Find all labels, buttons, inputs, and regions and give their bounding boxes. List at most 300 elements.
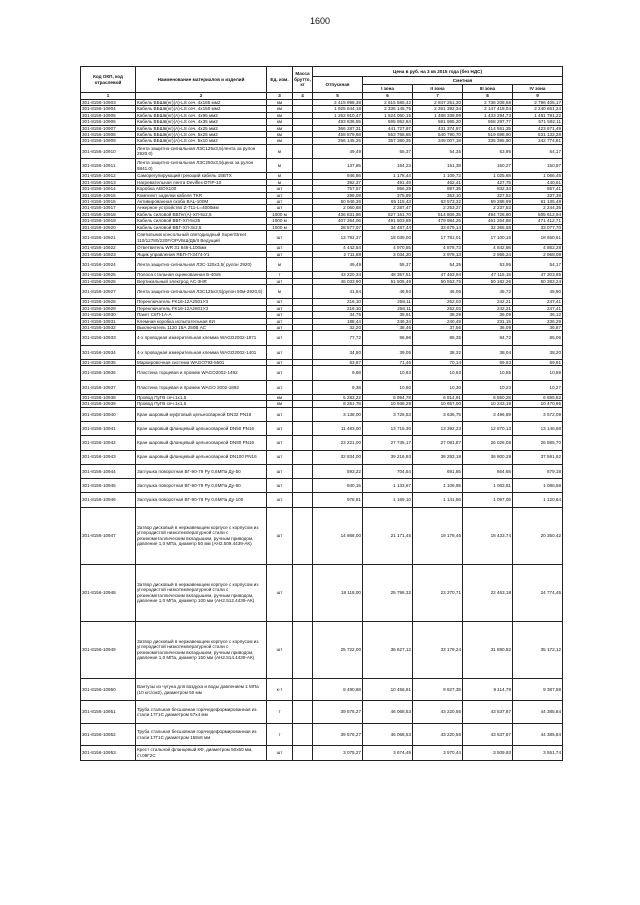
row-unit: шт <box>267 436 293 450</box>
row-unit: шт <box>267 621 293 678</box>
row-price-zone-4: 10 470,95 <box>513 401 563 407</box>
row-price-zone-3: 69,63 <box>463 360 513 366</box>
row-mass <box>293 507 313 564</box>
row-unit: шт <box>267 318 293 324</box>
table-row <box>81 493 563 507</box>
row-code: 301-8156-10921 <box>81 231 136 245</box>
row-code: 301-8156-10934 <box>81 345 136 359</box>
row-price-zone-1: 3 674,49 <box>363 746 413 760</box>
row-name: Труба стальная бесшовная горячедеформированная из стали 17Г1С диаметром 57х4 мм <box>136 701 267 723</box>
row-price-zone-4: 10,27 <box>513 380 563 394</box>
row-name: Кабель ВБШв(нг)(A)-LS сеч. 4х185 мм2 <box>136 100 267 106</box>
row-price-zone-4: 571 592,11 <box>513 119 563 125</box>
row-price-zone-4: 4 862,28 <box>513 245 563 251</box>
row-price-zone-1: 39,05 <box>363 345 413 359</box>
row-unit: т <box>267 723 293 745</box>
row-price-zone-4: 24 774,45 <box>513 564 563 621</box>
row-price-release: 13 792,37 <box>313 231 363 245</box>
table-row <box>81 746 563 760</box>
row-code: 301-8156-10938 <box>81 394 136 400</box>
row-code: 301-8156-10936 <box>81 366 136 380</box>
row-name: Ответвитель WR 31 846-L100мм <box>136 245 267 251</box>
row-mass <box>293 450 313 464</box>
row-price-zone-4: 679,18 <box>513 464 563 478</box>
row-price-zone-1: 246,34 <box>363 318 413 324</box>
row-price-zone-3: 2 956,24 <box>463 251 513 257</box>
row-price-zone-3: 18 433,74 <box>463 507 513 564</box>
row-price-release: 216,10 <box>313 305 363 311</box>
row-name: Крест стальной фланцевый КФ, диаметром 50х50 мм, ст.09Г2С <box>136 746 267 760</box>
row-unit: шт <box>267 380 293 394</box>
row-price-zone-4: 69,91 <box>513 360 563 366</box>
row-unit: шт <box>267 345 293 359</box>
row-unit: шт <box>267 251 293 257</box>
row-unit: км <box>267 100 293 106</box>
row-price-zone-4: 47 303,85 <box>513 272 563 278</box>
row-price-zone-4: 337,38 <box>513 192 563 198</box>
row-price-zone-1: 491,49 <box>363 179 413 185</box>
row-price-zone-2: 1 141,56 <box>413 493 463 507</box>
row-price-zone-1: 21 171,45 <box>363 507 413 564</box>
row-name: Выключатель 1120 15А 250В АС <box>136 325 267 331</box>
row-price-zone-2: 3 636,75 <box>413 407 463 421</box>
row-code: 301-8156-10925 <box>81 272 136 278</box>
row-price-zone-4: 1 086,68 <box>513 479 563 493</box>
row-code: 301-8156-10918 <box>81 211 136 217</box>
row-price-zone-2: 38,29 <box>413 312 463 318</box>
row-price-zone-2: 27 081,87 <box>413 436 463 450</box>
row-price-zone-1: 527 161,70 <box>363 211 413 217</box>
row-price-zone-4: 423 671,49 <box>513 125 563 131</box>
row-code: 301-8156-10946 <box>81 493 136 507</box>
row-unit: км <box>267 394 293 400</box>
row-price-zone-4: 33 077,70 <box>513 224 563 230</box>
row-mass <box>293 407 313 421</box>
table-row <box>81 159 563 173</box>
row-price-zone-4: 45,90 <box>513 285 563 299</box>
row-price-release: 63,87 <box>313 360 363 366</box>
row-price-zone-3: 1 433 294,73 <box>463 112 513 118</box>
row-price-zone-2: 2 847 251,30 <box>413 100 463 106</box>
row-code: 301-8156-10951 <box>81 701 136 723</box>
row-price-zone-2: 240,49 <box>413 318 463 324</box>
row-unit: м <box>267 159 293 173</box>
row-price-zone-1: 25 796,32 <box>363 564 413 621</box>
row-name: Заглушка поворотная ВГ-90-79 Ру 0,6МПа Ду-80 <box>136 479 267 493</box>
row-price-zone-3: 519 698,90 <box>463 132 513 138</box>
row-name: Пластина торцевая и промеж WAGO2002-1492 <box>136 366 267 380</box>
row-price-zone-4: 1 461 781,22 <box>513 112 563 118</box>
row-unit: м <box>267 258 293 272</box>
row-code: 301-8156-10919 <box>81 218 136 224</box>
row-name: Провод ПуГВ сеч.1х1,5 <box>136 394 267 400</box>
row-code: 301-8156-10923 <box>81 251 136 257</box>
row-price-zone-3: 84,72 <box>463 331 513 345</box>
row-name: Клемная коробка испытательная КИ <box>136 318 267 324</box>
row-name: Переключатель FK16-12A2801У3 <box>136 305 267 311</box>
row-mass <box>293 479 313 493</box>
row-price-zone-3: 32 365,68 <box>463 224 513 230</box>
row-unit: 1000 м <box>267 224 293 230</box>
row-price-zone-4: 38,20 <box>513 345 563 359</box>
row-name: Кабель ВБШв(нг)(A)-LS сеч. 4х150 мм2 <box>136 106 267 112</box>
row-price-zone-2: 10,63 <box>413 366 463 380</box>
row-price-release: 34,80 <box>313 345 363 359</box>
row-name: Кран шаровый фланцевый цельносварной DN100 PN16 <box>136 450 267 464</box>
row-code: 301-8156-10935 <box>81 360 136 366</box>
row-price-zone-2: 38 293,18 <box>413 450 463 464</box>
row-mass <box>293 422 313 436</box>
row-price-zone-2: 47 463,94 <box>413 272 463 278</box>
row-code: 301-8156-10907 <box>81 125 136 131</box>
row-code: 301-8156-10943 <box>81 450 136 464</box>
row-unit: км <box>267 401 293 407</box>
row-price-zone-1: 154,23 <box>363 159 413 173</box>
row-price-zone-1: 10,50 <box>363 380 413 394</box>
table-row <box>81 723 563 745</box>
row-price-zone-2: 1 106,95 <box>413 479 463 493</box>
row-price-zone-1: 491 503,69 <box>363 218 413 224</box>
row-price-zone-3: 36,09 <box>463 325 513 331</box>
row-name: 4-х проводная измерительная клемма WAGO2002-1401 <box>136 345 267 359</box>
row-price-zone-2: 10 657,00 <box>413 401 463 407</box>
row-code: 301-8156-10944 <box>81 464 136 478</box>
row-mass <box>293 436 313 450</box>
row-price-zone-3: 43 537,87 <box>463 701 513 723</box>
row-price-release: 137,85 <box>313 159 363 173</box>
row-price-zone-4: 20 350,42 <box>513 507 563 564</box>
row-price-zone-1: 441 727,97 <box>363 125 413 131</box>
table-row <box>81 621 563 678</box>
row-price-zone-2: 63 573,32 <box>413 199 463 205</box>
row-price-zone-4: 3 572,09 <box>513 407 563 421</box>
row-mass <box>293 746 313 760</box>
row-price-zone-3: 4 842,98 <box>463 245 513 251</box>
row-unit: шт <box>267 205 293 211</box>
table-row <box>81 345 563 359</box>
table-body <box>81 100 563 761</box>
row-price-zone-3: 22 463,18 <box>463 564 513 621</box>
row-price-zone-4: 85,06 <box>513 331 563 345</box>
table-row <box>81 380 563 394</box>
row-code: 301-8156-10947 <box>81 507 136 564</box>
row-price-release: 46 033,90 <box>313 278 363 284</box>
row-price-release: 8 490,68 <box>313 678 363 700</box>
row-price-zone-1: 55,37 <box>363 258 413 272</box>
table-row <box>81 479 563 493</box>
row-price-zone-4: 10,59 <box>513 366 563 380</box>
row-price-zone-1: 39 216,93 <box>363 450 413 464</box>
row-price-zone-1: 46 068,53 <box>363 723 413 745</box>
row-price-zone-1: 27 735,17 <box>363 436 413 450</box>
row-unit: м <box>267 173 293 179</box>
row-price-zone-3: 2 237,53 <box>463 205 513 211</box>
row-price-zone-4: 2 240 651,24 <box>513 106 563 112</box>
row-price-zone-3: 150,27 <box>463 159 513 173</box>
row-price-zone-4: 18 650,61 <box>513 231 563 245</box>
row-price-release: 392,37 <box>313 179 363 185</box>
row-price-zone-1: 71,46 <box>363 360 413 366</box>
row-name: Кабель силовой ВВГ-ХЛ-5х25 <box>136 218 267 224</box>
row-code: 301-8156-10912 <box>81 173 136 179</box>
table-row <box>81 436 563 450</box>
col-index: 1 <box>81 93 136 100</box>
row-price-zone-1: 2 615 585,42 <box>363 100 413 106</box>
row-price-zone-2: 1 488 339,99 <box>413 112 463 118</box>
row-price-release: 39 576,27 <box>313 701 363 723</box>
row-mass <box>293 493 313 507</box>
row-price-release: 25 722,00 <box>313 621 363 678</box>
row-name: 4-х проводная измерительная клемма WAGO2002-1871 <box>136 331 267 345</box>
price-table <box>80 66 563 761</box>
row-price-zone-2: 13 392,23 <box>413 422 463 436</box>
row-price-zone-3: 558 287,77 <box>463 119 513 125</box>
row-price-zone-4: 9 387,58 <box>513 678 563 700</box>
row-name: Кабель ВБШв(нг)(A)-LS сеч. 5х10 мм2 <box>136 138 267 144</box>
row-price-release: 3 138,00 <box>313 407 363 421</box>
row-price-zone-4: 36,87 <box>513 325 563 331</box>
row-price-zone-4: 44 385,84 <box>513 723 563 745</box>
row-price-zone-3: 31 890,82 <box>463 621 513 678</box>
row-unit: м <box>267 144 293 158</box>
row-price-zone-1: 1 169,10 <box>363 493 413 507</box>
row-unit: шт <box>267 507 293 564</box>
row-price-zone-2: 2 261 392,34 <box>413 106 463 112</box>
row-name: Вантузы из чугуна для воздуха и воды давлением 1 МПа (10 кгс/см2), диаметром 50 мм <box>136 678 267 700</box>
row-price-zone-3: 38,04 <box>463 345 513 359</box>
row-price-zone-1: 2 287,47 <box>363 205 413 211</box>
row-mass <box>293 564 313 621</box>
row-unit: шт <box>267 312 293 318</box>
row-price-zone-4: 50 383,24 <box>513 278 563 284</box>
row-unit: т <box>267 272 293 278</box>
row-price-zone-4: 857,41 <box>513 186 563 192</box>
row-price-zone-2: 33 179,24 <box>413 621 463 678</box>
row-price-zone-1: 10,83 <box>363 366 413 380</box>
row-price-release: 32,20 <box>313 325 363 331</box>
table-row <box>81 144 563 158</box>
row-price-zone-3: 50 182,26 <box>463 278 513 284</box>
row-price-zone-3: 36,09 <box>463 312 513 318</box>
table-row <box>81 422 563 436</box>
row-price-zone-2: 4 878,73 <box>413 245 463 251</box>
row-unit: км <box>267 119 293 125</box>
row-price-zone-1: 1 178,44 <box>363 173 413 179</box>
header-zone-4: IV зона <box>513 85 563 93</box>
row-price-zone-3: 3 509,93 <box>463 746 513 760</box>
row-price-release: 4 442,54 <box>313 245 363 251</box>
row-price-zone-2: 43 220,56 <box>413 701 463 723</box>
row-code: 301-8156-10950 <box>81 678 136 700</box>
row-price-zone-2: 19 178,46 <box>413 507 463 564</box>
row-price-zone-1: 4 970,55 <box>363 245 413 251</box>
row-price-zone-4: 3 551,74 <box>513 746 563 760</box>
row-price-release: 49,49 <box>313 258 363 272</box>
row-unit: к-т <box>267 678 293 700</box>
row-code: 301-8156-10937 <box>81 380 136 394</box>
row-name: Пакет С8П-1А-А <box>136 312 267 318</box>
row-price-release: 28 577,07 <box>313 224 363 230</box>
row-price-zone-3: 53,95 <box>463 258 513 272</box>
row-price-zone-4: 2 244,35 <box>513 205 563 211</box>
row-price-zone-4: 150,87 <box>513 159 563 173</box>
row-price-zone-3: 231,15 <box>463 318 513 324</box>
row-price-zone-3: 664,68 <box>463 464 513 478</box>
row-price-zone-3: 6 550,28 <box>463 394 513 400</box>
row-name: Анкерное устройство Z-711-L=4000мм <box>136 205 267 211</box>
row-code: 301-8156-10922 <box>81 245 136 251</box>
row-price-zone-1: 375,89 <box>363 192 413 198</box>
row-price-zone-1: 48 357,51 <box>363 272 413 278</box>
row-code: 301-8156-10940 <box>81 407 136 421</box>
row-unit: шт <box>267 305 293 311</box>
row-code: 301-8156-10945 <box>81 479 136 493</box>
row-mass <box>293 231 313 245</box>
row-price-zone-3: 53,95 <box>463 144 513 158</box>
row-price-release: 407 264,06 <box>313 218 363 224</box>
header-code: Код ОКП, код отраслевой <box>81 67 136 93</box>
table-row <box>81 331 563 345</box>
row-name: Кабель ВБШв(нг)(A)-LS сеч. 4х35 мм2 <box>136 119 267 125</box>
row-price-zone-1: 38,46 <box>363 325 413 331</box>
row-unit: шт <box>267 231 293 245</box>
row-price-release: 946,86 <box>313 173 363 179</box>
col-index: 9 <box>513 93 563 100</box>
row-price-zone-3: 461 264,88 <box>463 218 513 224</box>
page-number: 1600 <box>309 16 331 26</box>
row-mass <box>293 144 313 158</box>
row-price-release: 366 287,31 <box>313 125 363 131</box>
row-price-zone-2: 50 553,75 <box>413 278 463 284</box>
row-price-release: 188,44 <box>313 318 363 324</box>
row-name: Переключатель FK16-12A2501У3 <box>136 299 267 305</box>
row-code: 301-8156-10904 <box>81 106 136 112</box>
row-code: 301-8156-10948 <box>81 564 136 621</box>
row-code: 301-8156-10941 <box>81 422 136 436</box>
header-name: Наименование материалов и изделий <box>136 67 267 93</box>
row-name: Саморегулирующий греющий кабель 15BTX <box>136 173 267 179</box>
row-unit: км <box>267 132 293 138</box>
row-price-zone-3: 327,52 <box>463 192 513 198</box>
row-price-zone-3: 47 115,15 <box>463 272 513 278</box>
table-row <box>81 258 563 272</box>
row-price-zone-1: 38,91 <box>363 312 413 318</box>
row-code: 301-8156-10949 <box>81 621 136 678</box>
row-unit: 1000 м <box>267 211 293 217</box>
row-unit: шт <box>267 325 293 331</box>
row-name: Затвор дисковый в нержавеющем корпусе с корпусом из углеродистой низкотемпературной стали с резинометаллическим вкладышем, ручным приводом, давление 1,0 МПа, диаметр 150 мм (АН2.514.4439-АК) <box>136 621 267 678</box>
row-price-zone-4: 54,17 <box>513 258 563 272</box>
header-zone-1: I зона <box>363 85 413 93</box>
row-price-zone-1: 10 938,29 <box>363 401 413 407</box>
row-name: Вертикальный электрод AC-3HR <box>136 278 267 284</box>
row-price-zone-2: 3 570,44 <box>413 746 463 760</box>
row-code: 301-8156-10952 <box>81 723 136 745</box>
row-price-zone-2: 38,32 <box>413 345 463 359</box>
row-price-zone-2: 54,35 <box>413 144 463 158</box>
row-unit: км <box>267 138 293 144</box>
row-price-zone-2: 691,85 <box>413 464 463 478</box>
table-row <box>81 366 563 380</box>
row-unit: м <box>267 285 293 299</box>
row-price-zone-2: 462,41 <box>413 179 463 185</box>
row-code: 301-8156-10953 <box>81 746 136 760</box>
row-mass <box>293 159 313 173</box>
row-mass <box>293 380 313 394</box>
row-price-zone-1: 36 627,12 <box>363 621 413 678</box>
row-code: 301-8156-10913 <box>81 179 136 185</box>
row-price-zone-3: 59 288,99 <box>463 199 513 205</box>
row-code: 301-8156-10916 <box>81 199 136 205</box>
row-price-zone-2: 1 109,72 <box>413 173 463 179</box>
row-price-release: 32 834,00 <box>313 450 363 464</box>
row-price-release: 458 879,68 <box>313 132 363 138</box>
row-price-zone-1: 956,29 <box>363 186 413 192</box>
row-price-release: 23 221,00 <box>313 436 363 450</box>
row-price-release: 8 261,78 <box>313 401 363 407</box>
row-code: 301-8156-10920 <box>81 224 136 230</box>
row-price-zone-4: 37 591,62 <box>513 450 563 464</box>
row-unit: км <box>267 112 293 118</box>
row-price-release: 593,22 <box>313 464 363 478</box>
row-price-zone-3: 43 537,87 <box>463 723 513 745</box>
row-name: Маркировочная система WAGO793-5501 <box>136 360 267 366</box>
header-mass: Масса брутто, кг <box>293 67 313 93</box>
row-unit: 1000 м <box>267 218 293 224</box>
row-code: 301-8156-10903 <box>81 100 136 106</box>
row-price-zone-3: 45,72 <box>463 285 513 299</box>
row-price-zone-3: 17 100,15 <box>463 231 513 245</box>
row-code: 301-8156-10927 <box>81 285 136 299</box>
row-unit: шт <box>267 422 293 436</box>
row-price-zone-2: 2 978,13 <box>413 251 463 257</box>
row-name: Лента защитно-сигнальная ЛЗС125х3,5(лента за рулон 2920.0) <box>136 144 267 158</box>
row-price-zone-3: 242,21 <box>463 305 513 311</box>
row-code: 301-8156-10933 <box>81 331 136 345</box>
row-price-zone-1: 3 726,53 <box>363 407 413 421</box>
row-price-zone-2: 252,03 <box>413 305 463 311</box>
table-row <box>81 701 563 723</box>
row-unit: шт <box>267 360 293 366</box>
row-name: Пластина торцевая и промеж WAGO 2002-1892 <box>136 380 267 394</box>
row-code: 301-8156-10924 <box>81 258 136 272</box>
row-price-release: 1 925 644,18 <box>313 106 363 112</box>
row-price-zone-2: 17 781,01 <box>413 231 463 245</box>
row-price-release: 2 060,68 <box>313 205 363 211</box>
row-code: 301-8156-10910 <box>81 144 136 158</box>
row-price-release: 41,84 <box>313 285 363 299</box>
row-name: Кран шаровый фланцевый цельносварной DN50 PN16 <box>136 422 267 436</box>
header-unit: Ед. изм. <box>267 67 293 93</box>
row-price-zone-1: 258,11 <box>363 305 413 311</box>
row-price-release: 43 220,34 <box>313 272 363 278</box>
row-price-zone-3: 427,75 <box>463 179 513 185</box>
row-code: 301-8156-10915 <box>81 192 136 198</box>
row-name: Коробка ABOX100 <box>136 186 267 192</box>
row-name: Затвор дисковый в нержавеющем корпусе с корпусом из углеродистой низкотемпературной стали с резинометаллическим вкладышем, ручным приводом, давление 1,0 МПа, диаметр 100 мм (АН2.512.4439-АК) <box>136 564 267 621</box>
row-price-release: 9,38 <box>313 380 363 394</box>
row-price-zone-1: 46,93 <box>363 285 413 299</box>
row-unit: шт <box>267 564 293 621</box>
row-price-zone-2: 897,35 <box>413 186 463 192</box>
row-price-zone-4: 440,61 <box>513 179 563 185</box>
row-price-release: 11 483,00 <box>313 422 363 436</box>
row-unit: шт <box>267 366 293 380</box>
row-price-zone-2: 43 220,56 <box>413 723 463 745</box>
row-mass <box>293 366 313 380</box>
row-price-zone-4: 247,41 <box>513 305 563 311</box>
row-price-zone-4: 61 135,48 <box>513 199 563 205</box>
